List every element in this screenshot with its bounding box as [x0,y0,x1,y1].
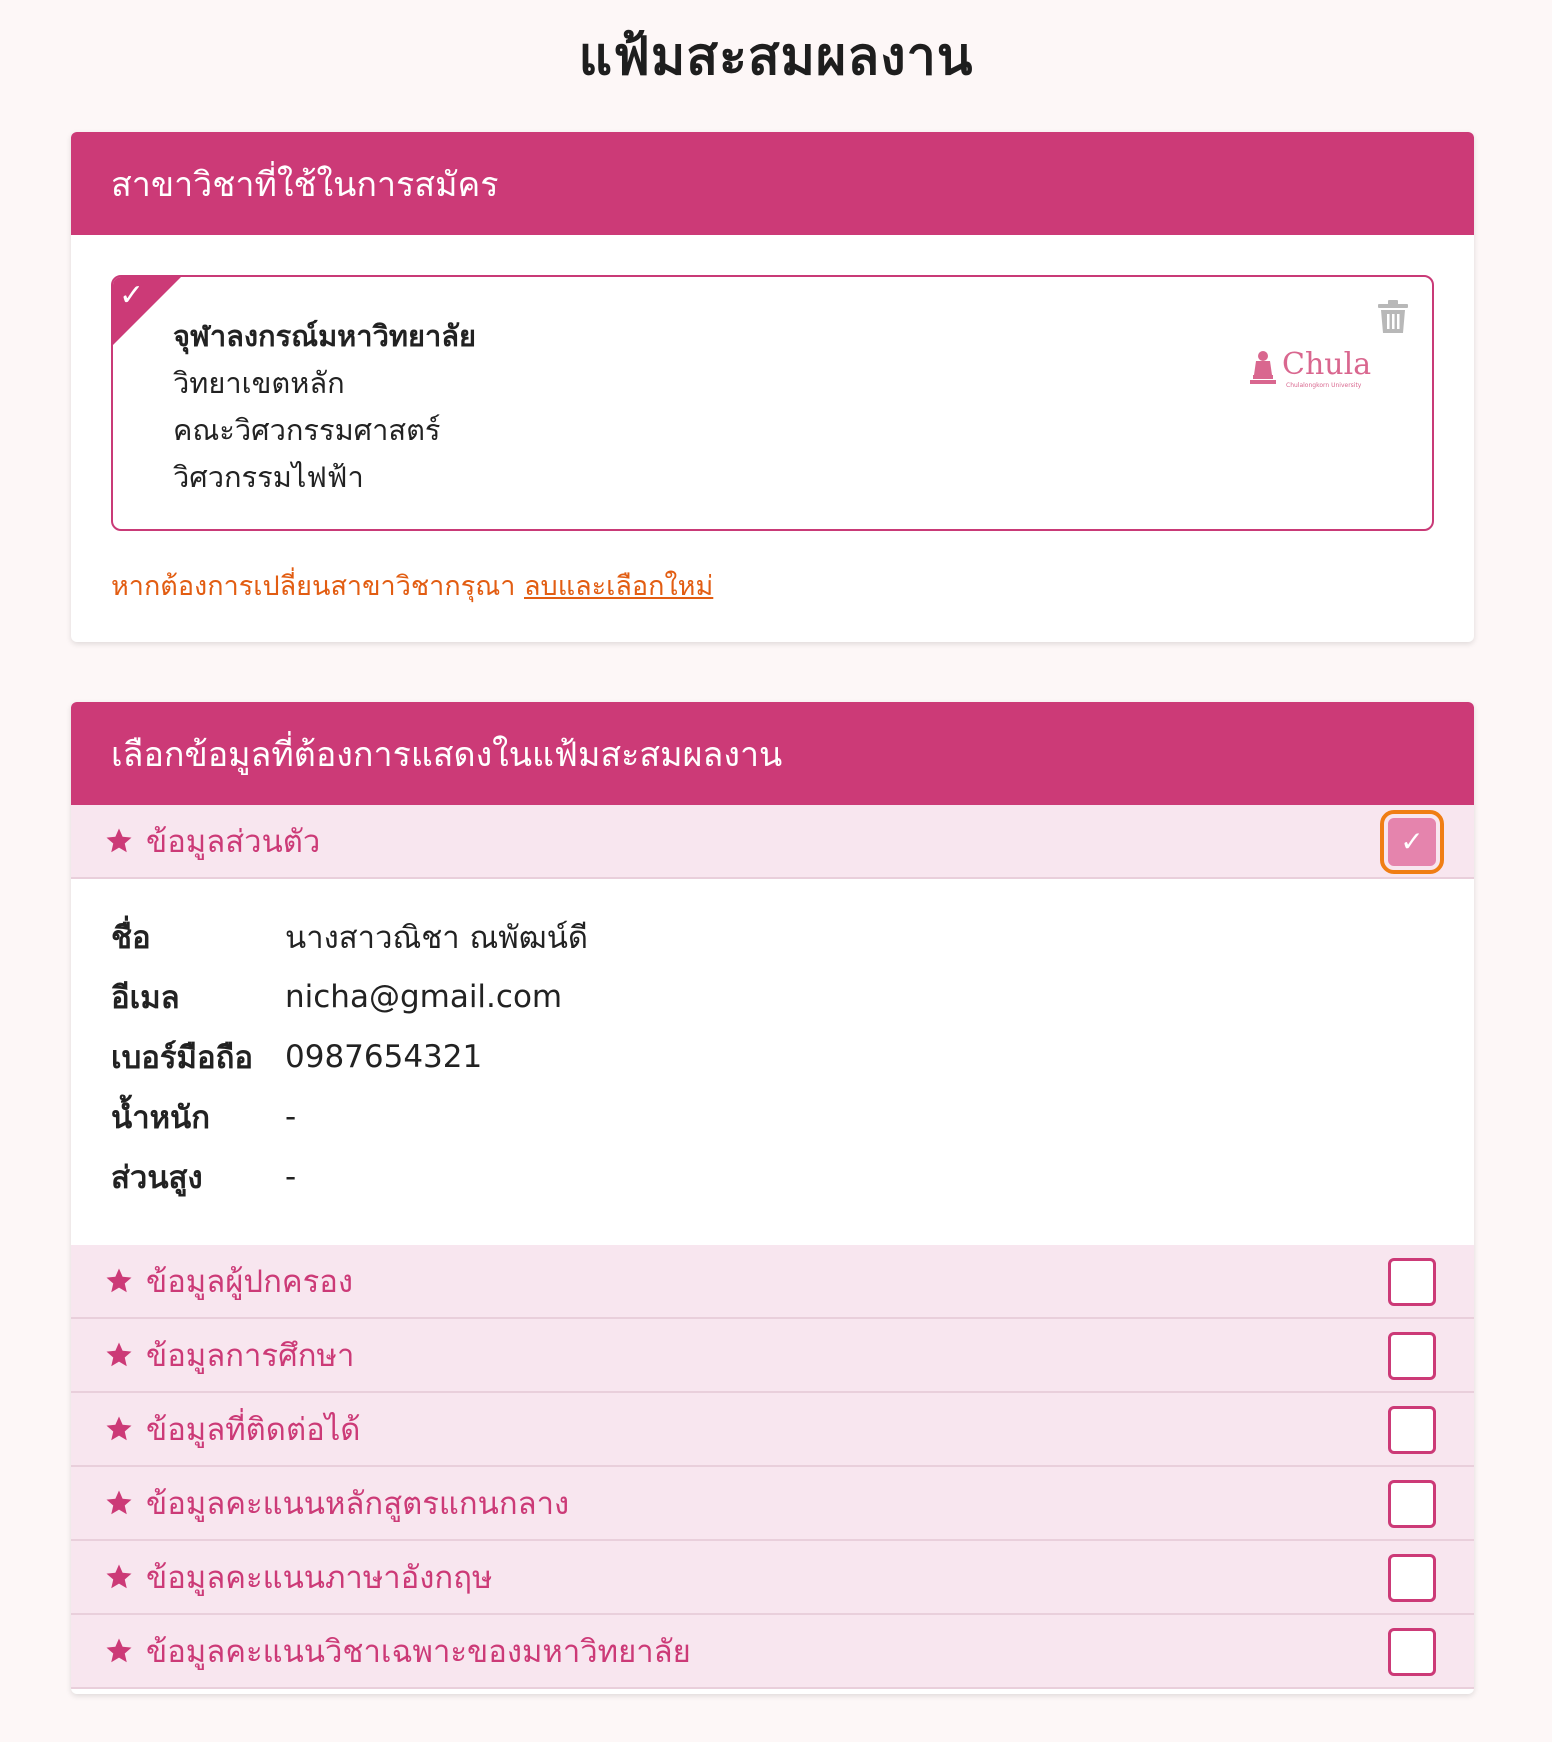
contact-info-checkbox[interactable] [1388,1406,1436,1454]
info-key: ชื่อ [111,920,151,956]
chula-logo [1250,345,1372,393]
info-row-weight [71,1087,1474,1147]
star-icon [104,1266,134,1296]
delete-and-reselect-link[interactable]: ลบและเลือกใหม่ [524,571,714,602]
program-university: จุฬาลงกรณ์มหาวิทยาลัย [173,319,477,353]
star-icon [104,1562,134,1592]
star-icon [104,1636,134,1666]
guardian-info-checkbox[interactable] [1388,1258,1436,1306]
chula-logo-subtext: Chulalongkorn University [1286,382,1362,389]
program-campus: วิทยาเขตหลัก [173,366,345,400]
section-label: ข้อมูลการศึกษา [146,1338,355,1374]
university-subject-scores-checkbox[interactable] [1388,1628,1436,1676]
info-row-email [71,967,1474,1027]
program-card [71,132,1474,642]
education-info-checkbox[interactable] [1388,1332,1436,1380]
change-note-text: หากต้องการเปลี่ยนสาขาวิชากรุณา [111,571,516,602]
program-faculty: คณะวิศวกรรมศาสตร์ [173,413,441,447]
personal-info-details [71,879,1474,1245]
page-title: แฟ้มสะสมผลงาน [578,27,974,87]
info-value: - [285,1159,297,1195]
section-row-contact[interactable] [71,1393,1474,1467]
portfolio-card [71,702,1474,1694]
section-row-english-scores[interactable] [71,1541,1474,1615]
star-icon [104,826,134,856]
info-row-mobile [71,1027,1474,1087]
section-label: ข้อมูลผู้ปกครอง [146,1264,353,1300]
check-icon: ✓ [1400,825,1424,858]
section-row-core-curriculum-scores[interactable] [71,1467,1474,1541]
change-program-note [111,564,713,607]
program-major: วิศวกรรมไฟฟ้า [173,460,364,494]
section-label: ข้อมูลคะแนนหลักสูตรแกนกลาง [146,1486,570,1522]
star-icon [104,1414,134,1444]
info-key: อีเมล [111,980,180,1016]
star-icon [104,1488,134,1518]
program-card-header: สาขาวิชาที่ใช้ในการสมัคร [71,132,1474,235]
section-label: ข้อมูลส่วนตัว [146,824,321,860]
section-row-personal[interactable] [71,805,1474,879]
english-scores-checkbox[interactable] [1388,1554,1436,1602]
check-icon: ✓ [119,278,145,313]
section-row-education[interactable] [71,1319,1474,1393]
star-icon [104,1340,134,1370]
info-value: 0987654321 [285,1039,483,1075]
info-row-height [71,1147,1474,1207]
info-key: เบอร์มือถือ [111,1040,253,1076]
selected-program-box[interactable] [111,275,1434,531]
info-row-name [71,907,1474,967]
trash-icon[interactable] [1376,299,1410,335]
info-key: น้ำหนัก [111,1100,210,1136]
chula-logo-text: Chula [1282,347,1372,382]
info-key: ส่วนสูง [111,1160,203,1196]
core-curriculum-scores-checkbox[interactable] [1388,1480,1436,1528]
section-label: ข้อมูลคะแนนภาษาอังกฤษ [146,1560,493,1596]
info-value: นางสาวณิชา ณพัฒน์ดี [285,920,589,956]
personal-info-checkbox[interactable] [1388,818,1436,866]
info-value: nicha@gmail.com [285,979,563,1015]
section-label: ข้อมูลคะแนนวิชาเฉพาะของมหาวิทยาลัย [146,1634,691,1670]
portfolio-card-header: เลือกข้อมูลที่ต้องการแสดงในแฟ้มสะสมผลงาน [71,702,1474,805]
info-value: - [285,1099,297,1135]
section-label: ข้อมูลที่ติดต่อได้ [146,1412,361,1448]
section-row-university-subject-scores[interactable] [71,1615,1474,1689]
section-row-guardian[interactable] [71,1245,1474,1319]
